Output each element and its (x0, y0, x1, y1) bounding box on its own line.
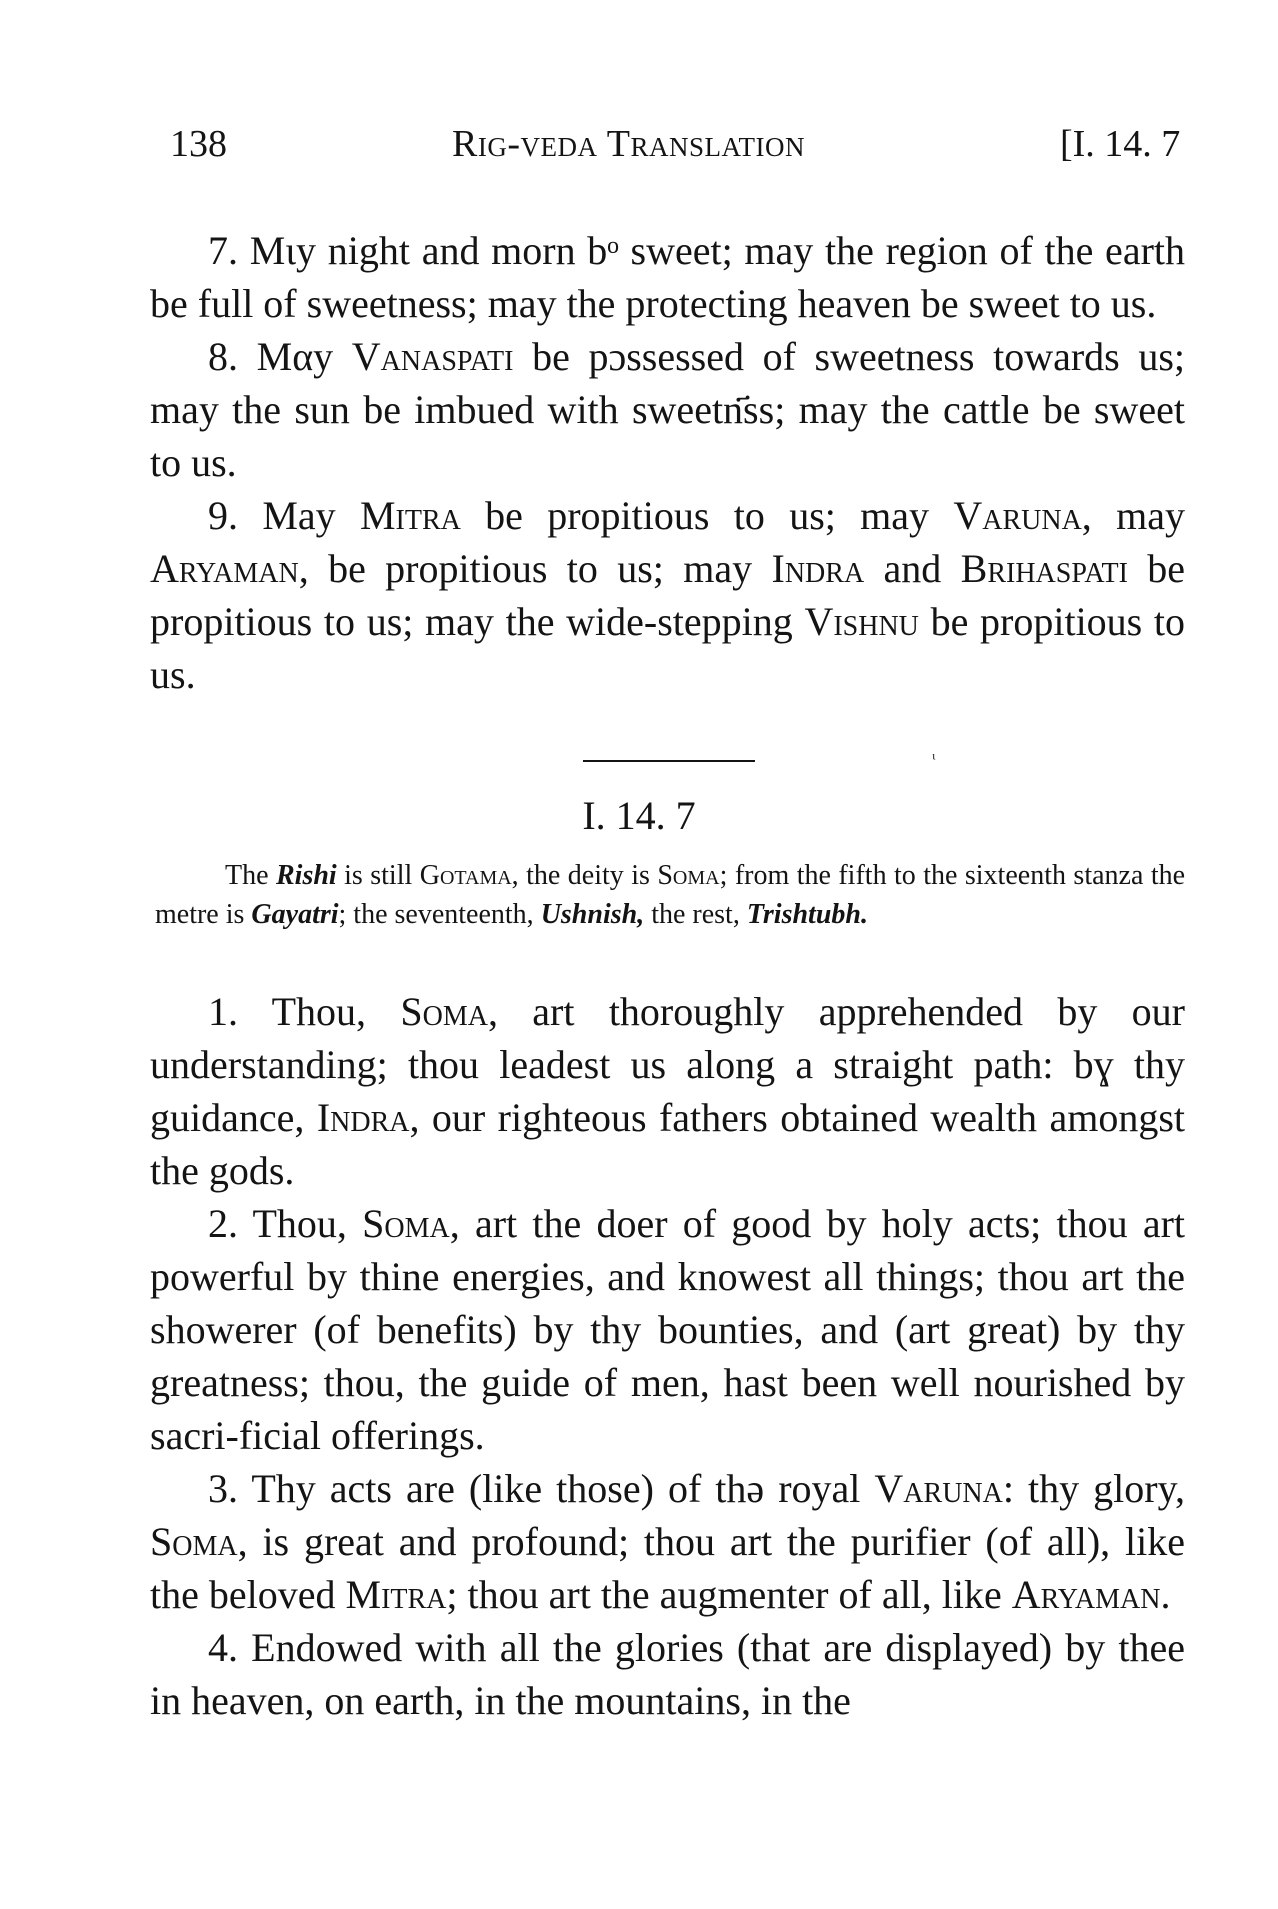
verse-text: be pɔssessed of sweetness towards us; may the sun be imbued with sweetn҃ss; may the cattle be sweet to us. (150, 334, 1186, 485)
section-divider (583, 760, 755, 762)
verse-1 (150, 985, 1185, 1197)
verse-number: 1. (208, 989, 238, 1034)
verse-text: Endowed with all the glories (that are displayed) by thee in heaven, on earth, in the mountains, in the (150, 1625, 1185, 1723)
intro-text: the rest, (651, 899, 740, 930)
verse-number: 2. (208, 1201, 238, 1246)
deity-name: Aryaman, (150, 546, 309, 591)
verse-number: 3. (208, 1466, 238, 1511)
sage-name: Gotama, (419, 860, 519, 891)
verse-number: 8. (208, 334, 238, 379)
verse-text: Mαy (256, 334, 334, 379)
deity-name: Aryaman. (1011, 1572, 1171, 1617)
intro-text: ; the seventeenth, (338, 899, 534, 930)
metre-name: Gayatri (251, 899, 339, 930)
verse-text: art thoroughly apprehended by our understanding; thou leadest us along a straight path: bɣ thy guidance, (150, 989, 1185, 1140)
verse-text: and (883, 546, 942, 591)
deity-name: Soma, (362, 1201, 460, 1246)
hymn-title: I. 14. 7 (582, 793, 696, 838)
previous-hymn-verses (150, 224, 1185, 701)
verse-text: may (1116, 493, 1185, 538)
intro-text: the deity is (526, 860, 650, 891)
verse-number: 9. (208, 493, 238, 538)
deity-name: Soma (657, 860, 720, 891)
deity-name: Soma, (150, 1519, 248, 1564)
intro-text: The (225, 860, 269, 891)
emphasis-term: Rishi (275, 860, 337, 891)
verse-text: Thou, (252, 1201, 347, 1246)
deity-name: Varuna: (874, 1466, 1014, 1511)
deity-name: Indra, (316, 1095, 420, 1140)
deity-name: Brihaspati (960, 546, 1128, 591)
verse-text: May (262, 493, 336, 538)
verse-text: Mιy night and morn bᵒ sweet; may the region of the earth be full of sweetness; may the protecting heaven be sweet to us. (150, 228, 1185, 326)
running-title: Rig-veda Translation (452, 123, 806, 165)
verse-text: be propitious to us; may (328, 546, 753, 591)
page-number: 138 (170, 123, 227, 165)
verse-8 (150, 330, 1185, 489)
metre-name: Trishtubh. (746, 899, 868, 930)
header-section-ref: [I. 14. 7 (1060, 123, 1181, 165)
verse-text: Thou, (271, 989, 367, 1034)
verse-text: is great and profound; thou art the purifier (of all), like the beloved (150, 1519, 1185, 1617)
deity-name: Indra (771, 546, 865, 591)
verse-text: thy glory, (1028, 1466, 1185, 1511)
print-speck: ᶥ (932, 748, 936, 770)
intro-text: is still (344, 860, 413, 891)
deity-name: Soma, (400, 989, 498, 1034)
deity-name: Mitra (359, 493, 461, 538)
metre-name: Ushnish, (540, 899, 645, 930)
intro-text: ; from the fifth to the sixteenth stanza the metre is (155, 860, 1186, 930)
deity-name: Vishnu (804, 599, 919, 644)
verse-4 (150, 1621, 1185, 1727)
verse-2 (150, 1197, 1185, 1462)
verse-text: be propitious to us; may the wide-stepping (150, 546, 1186, 644)
verse-7 (150, 224, 1185, 330)
verse-text: be propitious to us; may (485, 493, 930, 538)
verse-number: 7. (208, 228, 238, 273)
verse-3 (150, 1462, 1185, 1621)
deity-name: Varuna, (953, 493, 1092, 538)
deity-name: Mitra; (345, 1572, 458, 1617)
deity-name: Vanaspati (351, 334, 514, 379)
verse-text: Thy acts are (like those) of thǝ royal (251, 1466, 861, 1511)
hymn-verses (150, 985, 1185, 1727)
page-header (0, 122, 1278, 182)
verse-text: thou art the augmenter of all, like (467, 1572, 1002, 1617)
verse-number: 4. (208, 1625, 238, 1670)
verse-text: be propitious to us. (150, 599, 1186, 697)
hymn-introduction (155, 856, 1185, 934)
verse-9 (150, 489, 1185, 701)
verse-text: art the doer of good by holy acts; thou art powerful by thine energies, and knowest all things; thou art the showerer (of benefits) by thy bounties, and (art great) by thy greatness; thou, the guide of men, hast been well nourished by sacri-ficial offerings. (150, 1201, 1186, 1458)
verse-text: our righteous fathers obtained wealth amongst the gods. (150, 1095, 1186, 1193)
